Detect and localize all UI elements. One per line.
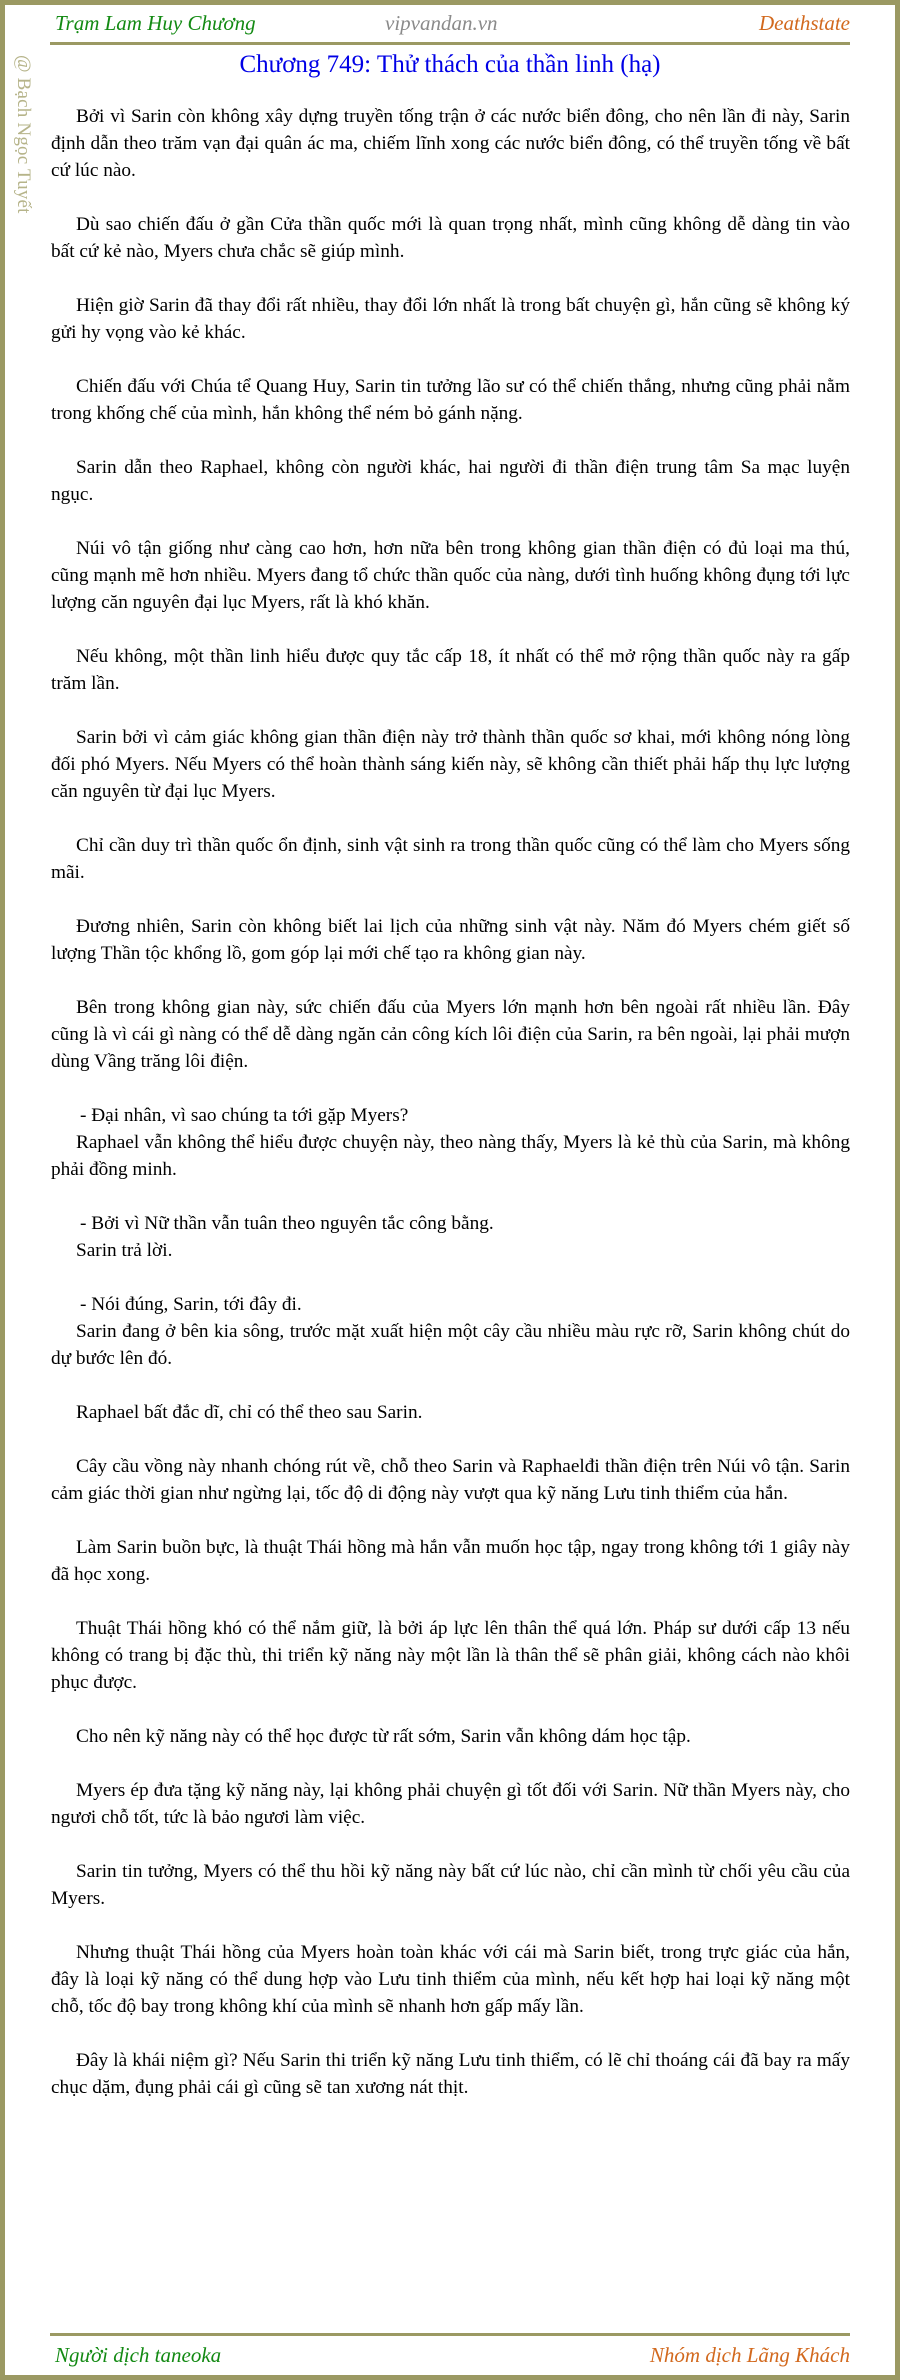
paragraph: Làm Sarin buồn bực, là thuật Thái hồng mà hắn vẫn muốn học tập, ngay trong không tới 1 giây này đã học xong. [51,1537,850,1585]
paragraph: Sarin tin tưởng, Myers có thể thu hồi kỹ năng này bất cứ lúc nào, chỉ cần mình từ chối yêu cầu của Myers. [51,1861,850,1909]
dialogue-line: - Bởi vì Nữ thần vẫn tuân theo nguyên tắc công bằng. [80,1213,494,1234]
paragraph: Đây là khái niệm gì? Nếu Sarin thi triển kỹ năng Lưu tinh thiểm, có lẽ chỉ thoáng cái đã bay ra mấy chục dặm, đụng phải cái gì cũng sẽ tan xương nát thịt. [51,2050,850,2098]
dialogue-line: - Nói đúng, Sarin, tới đây đi. [80,1294,302,1315]
paragraph: Đương nhiên, Sarin còn không biết lai lịch của những sinh vật này. Năm đó Myers chém giết số lượng Thần tộc khổng lồ, gom góp lại mới chế tạo ra không gian này. [51,916,850,964]
header-divider [50,42,850,45]
paragraph: Hiện giờ Sarin đã thay đổi rất nhiều, thay đổi lớn nhất là trong bất chuyện gì, hắn cũng sẽ không ký gửi hy vọng vào kẻ khác. [51,295,850,343]
dialogue-narration: Sarin trả lời. [76,1240,173,1261]
paragraph: Myers ép đưa tặng kỹ năng này, lại không phải chuyện gì tốt đối với Sarin. Nữ thần Myers này, cho ngươi chỗ tốt, tức là bảo ngươi làm việc. [51,1780,850,1828]
page-header [50,11,850,39]
paragraph: Raphael bất đắc dĩ, chỉ có thể theo sau Sarin. [76,1402,423,1423]
dialogue-line: - Đại nhân, vì sao chúng ta tới gặp Myers? [80,1105,409,1126]
dialogue-narration: Sarin đang ở bên kia sông, trước mặt xuất hiện một cây cầu nhiều màu rực rỡ, Sarin không chút do dự bước lên đó. [51,1321,850,1369]
paragraph: Thuật Thái hồng khó có thể nắm giữ, là bởi áp lực lên thân thể quá lớn. Pháp sư dưới cấp 13 nếu không có trang bị đặc thù, thi triển kỹ năng này một lần là thân thể sẽ phân giải, không cách nào khôi phục được. [51,1618,850,1693]
paragraph: Bên trong không gian này, sức chiến đấu của Myers lớn mạnh hơn bên ngoài rất nhiều lần. Đây cũng là vì cái gì nàng có thể dễ dàng ngăn cản công kích lôi điện của Sarin, ra bên ngoài, lại phải mượn dùng Vầng trăng lôi điện. [51,997,850,1072]
header-site-name: vipvandan.vn [385,11,498,35]
dialogue-narration: Raphael vẫn không thể hiểu được chuyện này, theo nàng thấy, Myers là kẻ thù của Sarin, mà không phải đồng minh. [51,1132,850,1180]
header-story-title: Trạm Lam Huy Chương [55,11,256,35]
side-credit: @ Bạch Ngọc Tuyết [13,55,34,214]
chapter-body [51,103,850,2128]
paragraph: Nhưng thuật Thái hồng của Myers hoàn toàn khác với cái mà Sarin biết, trong trực giác của hắn, đây là loại kỹ năng có thể dung hợp vào Lưu tinh thiểm của mình, nếu kết hợp hai loại kỹ năng một chỗ, tốc độ bay trong không khí của mình sẽ nhanh hơn gấp mấy lần. [51,1942,850,2017]
paragraph: Nếu không, một thần linh hiểu được quy tắc cấp 18, ít nhất có thể mở rộng thần quốc này ra gấp trăm lần. [51,646,850,694]
paragraph: Cây cầu vồng này nhanh chóng rút về, chỗ theo Sarin và Raphaelđi thần điện trên Núi vô tận. Sarin cảm giác thời gian như ngừng lại, tốc độ di động này vượt qua kỹ năng Lưu tinh thiểm của hắn. [51,1456,850,1504]
paragraph: Cho nên kỹ năng này có thể học được từ rất sớm, Sarin vẫn không dám học tập. [76,1726,691,1747]
chapter-title: Chương 749: Thử thách của thần linh (hạ) [239,51,661,78]
paragraph: Núi vô tận giống như càng cao hơn, hơn nữa bên trong không gian thần điện có đủ loại ma thú, cũng mạnh mẽ hơn nhiều. Myers đang tổ chức thần quốc của nàng, dưới tình huống không đụng tới lực lượng căn nguyên đại lục Myers, rất là khó khăn. [51,538,850,613]
paragraph: Bởi vì Sarin còn không xây dựng truyền tống trận ở các nước biển đông, cho nên lần đi này, Sarin định dẫn theo trăm vạn đại quân ác ma, chiếm lĩnh xong các nước biển đông, có thể truyền tống về bất cứ lúc nào. [51,106,850,181]
paragraph: Chỉ cần duy trì thần quốc ổn định, sinh vật sinh ra trong thần quốc cũng có thể làm cho Myers sống mãi. [51,835,850,883]
paragraph: Sarin bởi vì cảm giác không gian thần điện này trở thành thần quốc sơ khai, mới không nóng lòng đối phó Myers. Nếu Myers có thể hoàn thành sáng kiến này, sẽ không cần thiết phải hấp thụ lực lượng căn nguyên từ đại lục Myers. [51,727,850,802]
header-author: Deathstate [759,11,850,35]
footer-translator: Người dịch taneoka [55,2343,222,2367]
paragraph: Chiến đấu với Chúa tể Quang Huy, Sarin tin tưởng lão sư có thể chiến thắng, nhưng cũng phải nằm trong khống chế của mình, hắn không thể ném bỏ gánh nặng. [51,376,850,424]
footer-translation-group: Nhóm dịch Lãng Khách [649,2343,850,2367]
footer-divider [50,2333,850,2336]
paragraph: Dù sao chiến đấu ở gần Cửa thần quốc mới là quan trọng nhất, mình cũng không dễ dàng tin vào bất cứ kẻ nào, Myers chưa chắc sẽ giúp mình. [51,214,850,262]
paragraph: Sarin dẫn theo Raphael, không còn người khác, hai người đi thần điện trung tâm Sa mạc luyện ngục. [51,457,850,505]
